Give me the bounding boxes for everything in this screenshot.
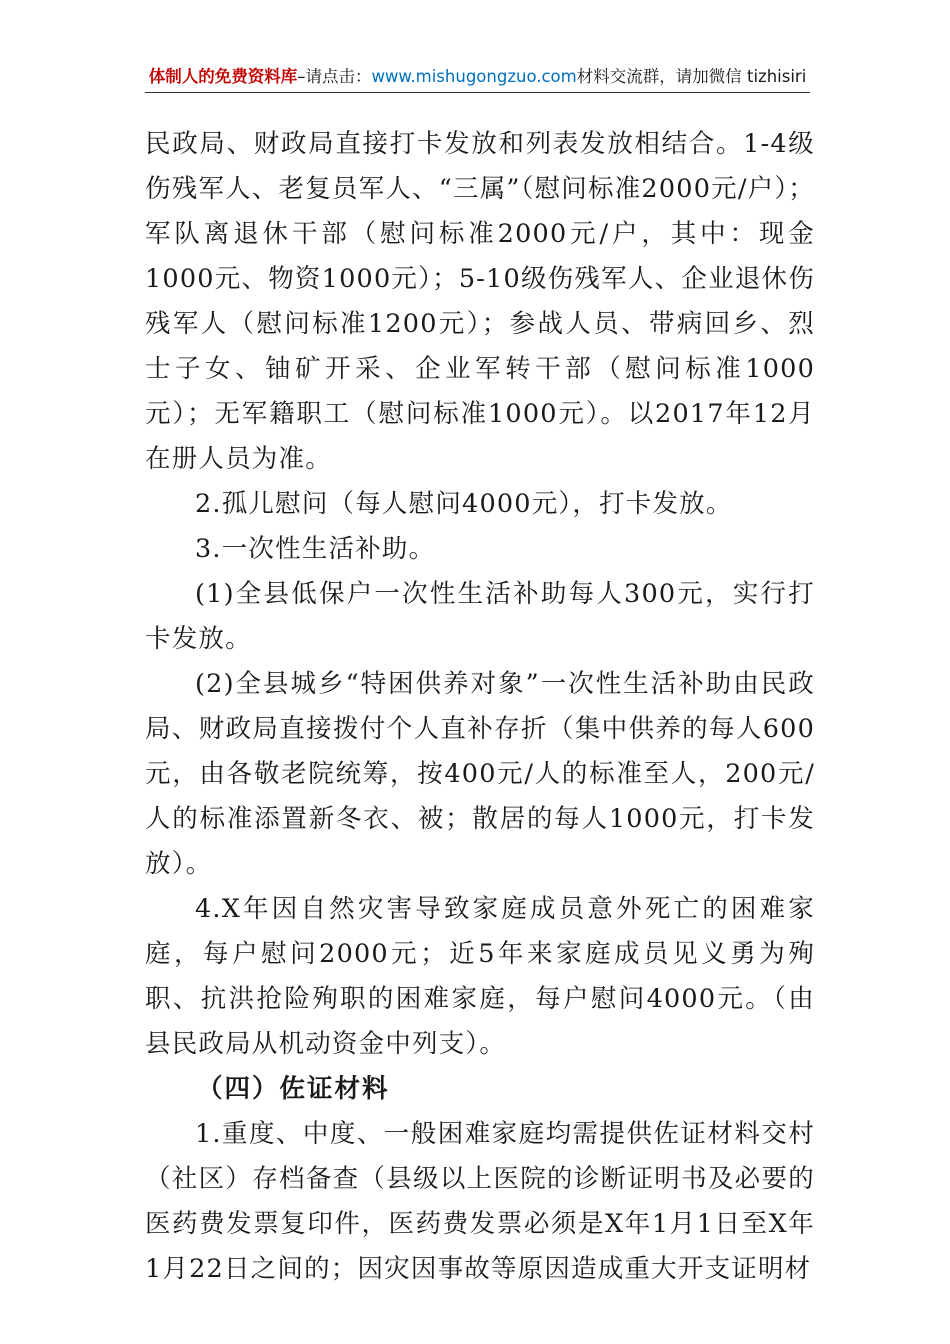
paragraph-orphan-condolence: 2.孤儿慰问（每人慰问4000元），打卡发放。 (195, 489, 733, 519)
header-brand: 体制人的免费资料库 (148, 67, 298, 86)
paragraph-supporting-materials-1: 1.重度、中度、一般困难家庭均需提供佐证材料交村（社区）存档备查（县级以上医院的诊断证明书及必要的医药费发票复印件，医药费发票必须是X年1月1日至X年1月22日之间的；因灾因事故等原因造成重大开支证明材 (145, 1119, 815, 1284)
paragraph-subsidy-item-2: (2)全县城乡“特困供养对象”一次性生活补助由民政局、财政局直接拨付个人直补存折（集中供养的每人600元，由各敬老院统筹，按400元/人的标准至人，200元/人的标准添置新冬衣、被；散居的每人1000元，打卡发放）。 (145, 669, 815, 879)
header-prompt: –请点击： (297, 67, 372, 86)
paragraph-continued: 民政局、财政局直接打卡发放和列表发放相结合。1-4级伤残军人、老复员军人、“三属”（慰问标准2000元/户）；军队离退休干部（慰问标准2000元/户，其中：现金1000元、物资1000元）；5-10级伤残军人、企业退休伤残军人（慰问标准1200元）；参战人员、带病回乡、烈士子女、铀矿开采、企业军转干部（慰问标准1000元）；无军籍职工（慰问标准1000元）。以2017年12月在册人员为准。 (145, 129, 815, 474)
header-website-link[interactable]: www.mishugongzuo.com (371, 67, 577, 86)
paragraph-living-subsidy-title: 3.一次性生活补助。 (195, 534, 436, 564)
section-heading-supporting-materials: （四）佐证材料 (197, 1074, 390, 1104)
document-body (145, 122, 815, 1292)
page-header (145, 62, 810, 93)
paragraph-disaster-families: 4.X年因自然灾害导致家庭成员意外死亡的困难家庭，每户慰问2000元；近5年来家庭成员见义勇为殉职、抗洪抢险殉职的困难家庭，每户慰问4000元。（由县民政局从机动资金中列支）。 (145, 894, 815, 1059)
header-wechat-note: 材料交流群，请加微信 tizhisiri (576, 67, 807, 86)
paragraph-subsidy-item-1: (1)全县低保户一次性生活补助每人300元，实行打卡发放。 (145, 579, 815, 654)
